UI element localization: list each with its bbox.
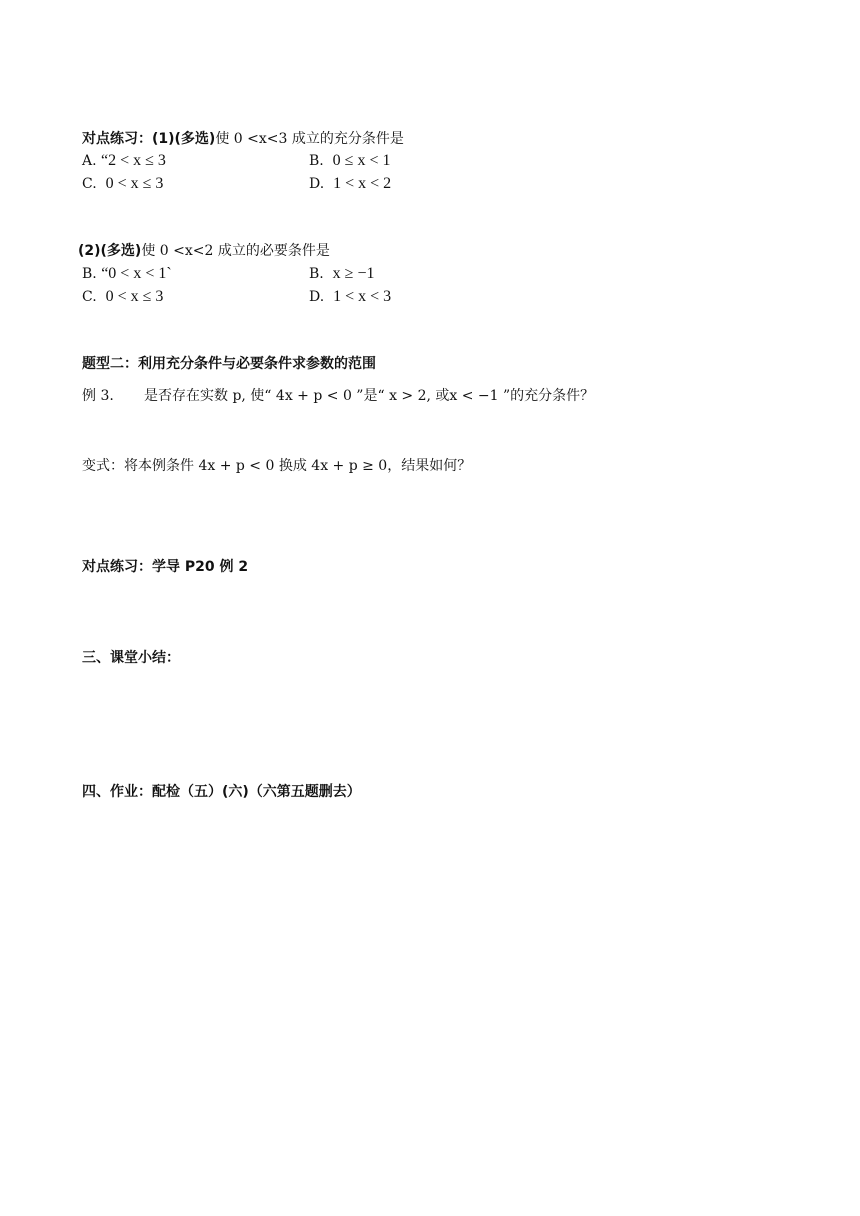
ex1-option-c-text: 0 < x ≤ 3: [105, 175, 164, 192]
ex1-option-d: [309, 174, 391, 194]
ex2-stem-line: [78, 241, 330, 261]
ex1-option-d-label: D.: [309, 176, 325, 192]
example3-label: 例 3.: [82, 388, 114, 404]
ex1-options-row-2: [82, 174, 392, 194]
ex1-options-row-1: [82, 151, 391, 171]
variant-line: 变式：将本例条件 4x + p < 0 换成 4x + p ≥ 0，结果如何？: [82, 458, 472, 474]
section4-title: 四、作业：配检（五）(六)（六第五题删去）: [82, 784, 361, 800]
ex2-option-d-text: 1 < x < 3: [333, 288, 392, 305]
ex2-options-row-1: [82, 264, 375, 284]
section3-title: 三、课堂小结：: [82, 650, 180, 666]
section2-title: 题型二：利用充分条件与必要条件求参数的范围: [82, 356, 376, 372]
ex1-stem-line: [82, 129, 404, 149]
example3-line: [82, 386, 595, 406]
ex1-option-c-label: C.: [82, 176, 97, 192]
ex1-stem: 使 0 <x<3 成立的充分条件是: [215, 131, 404, 147]
ex2-option-c-text: 0 < x ≤ 3: [105, 288, 164, 305]
ex1-option-a-text: “2 < x ≤ 3: [101, 152, 166, 169]
ex1-option-b-label: B.: [309, 153, 324, 169]
example3-text: 是否存在实数 p, 使“ 4x + p < 0 ”是“ x > 2, 或x < −1 ”的充分条件？: [144, 388, 595, 404]
ex2-option-1-label: B.: [82, 266, 97, 282]
ex2-option-2: [309, 264, 374, 284]
ex1-option-d-text: 1 < x < 2: [333, 175, 392, 192]
practice-line: 对点练习：学导 P20 例 2: [82, 559, 249, 575]
ex2-option-d: [309, 287, 391, 307]
ex2-option-1-text: “0 < x < 1`: [101, 265, 172, 282]
ex2-option-2-text: x ≥ −1: [332, 265, 375, 282]
ex1-option-b-text: 0 ≤ x < 1: [332, 152, 391, 169]
ex2-option-c-label: C.: [82, 289, 97, 305]
ex1-prefix: 对点练习：(1)(多选): [82, 131, 216, 147]
ex2-prefix: (2)(多选): [78, 243, 142, 259]
ex2-option-d-label: D.: [309, 289, 325, 305]
ex2-stem: 使 0 <x<2 成立的必要条件是: [141, 243, 330, 259]
ex1-option-a-label: A.: [82, 153, 97, 169]
ex2-option-2-label: B.: [309, 266, 324, 282]
ex1-option-b: [309, 151, 390, 171]
ex2-options-row-2: [82, 287, 392, 307]
